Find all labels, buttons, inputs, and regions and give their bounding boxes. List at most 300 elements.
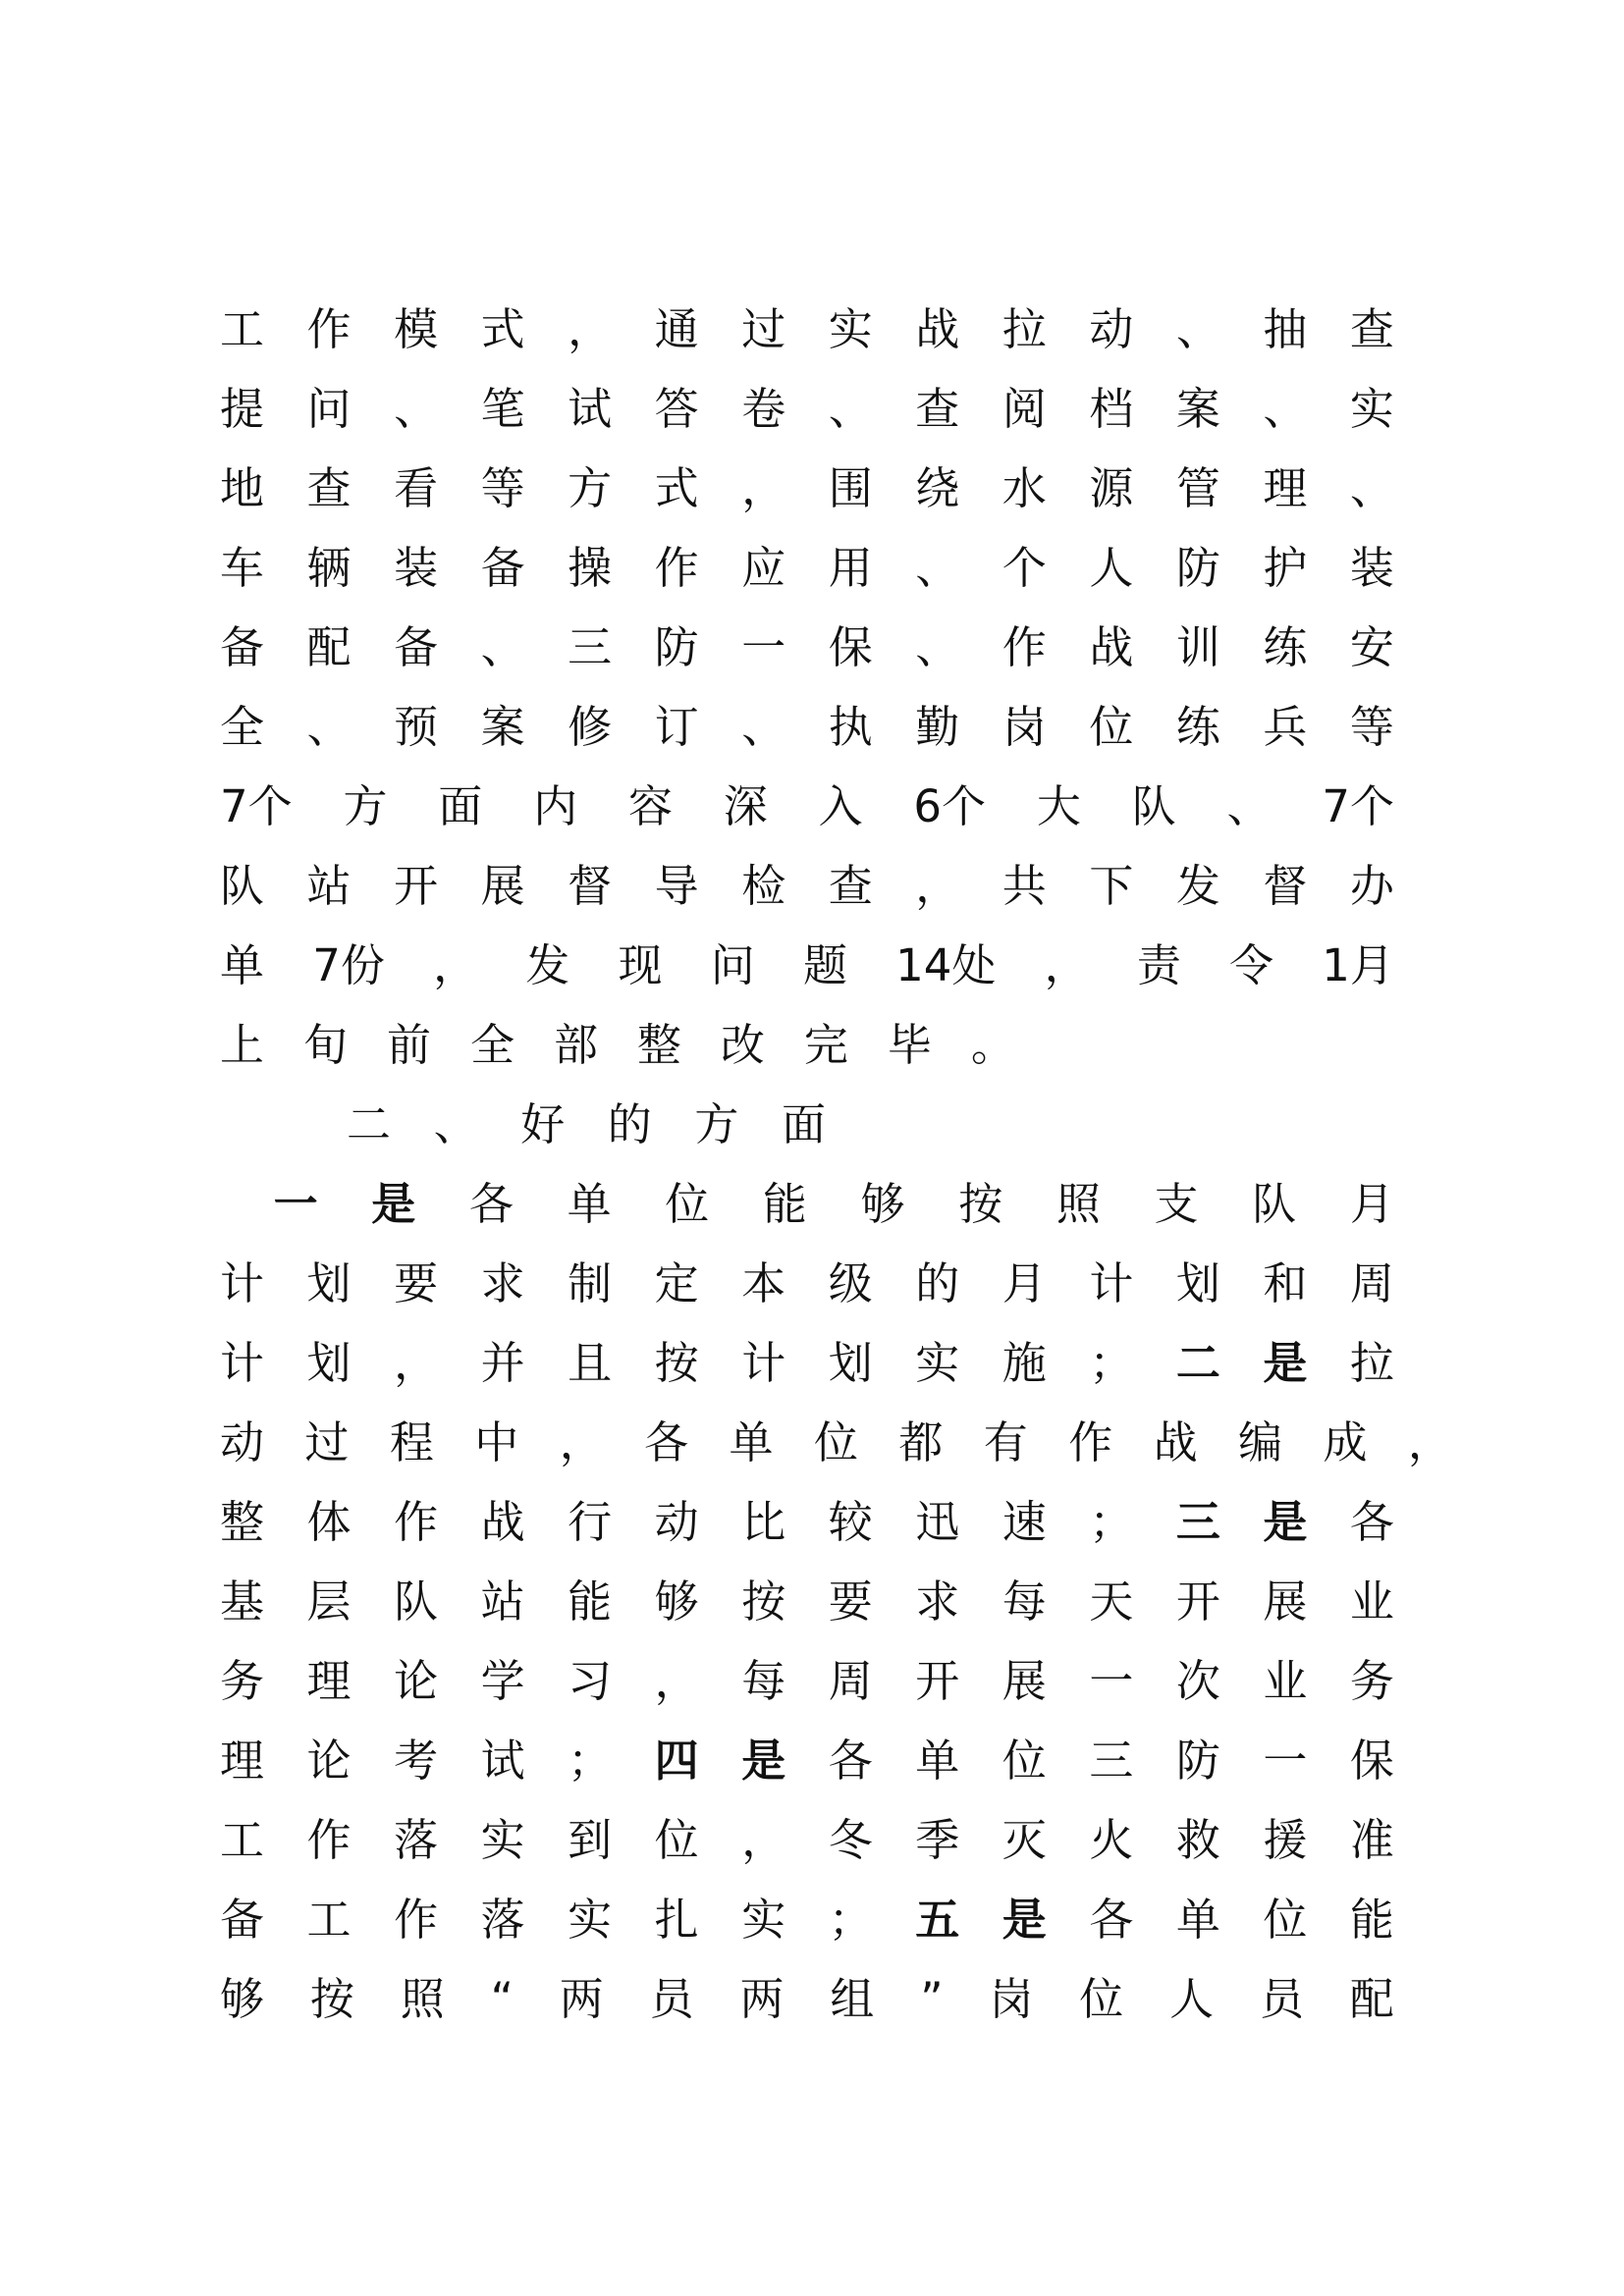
text-token: 本	[741, 1257, 786, 1309]
text-token: 实	[828, 303, 873, 355]
text-token: 落	[394, 1814, 439, 1866]
text-token: 、	[1263, 383, 1308, 435]
text-line-19	[220, 1722, 1394, 1800]
text-token: 编	[1238, 1416, 1283, 1468]
text-token: 绕	[915, 462, 960, 514]
text-token: 务	[220, 1655, 265, 1707]
text-line-20	[220, 1801, 1394, 1880]
text-token: 一	[1089, 1655, 1134, 1707]
text-token: 开	[915, 1655, 960, 1707]
text-token: 各	[644, 1416, 689, 1468]
text-token: 勤	[915, 701, 960, 753]
text-line-12	[220, 1165, 1394, 1244]
text-token: 计	[220, 1257, 265, 1309]
text-token: 论	[394, 1655, 439, 1707]
text-token: 员	[649, 1973, 694, 2025]
text-token: 共	[1001, 860, 1047, 912]
text-token: 每	[741, 1655, 786, 1707]
text-token: 理	[220, 1735, 265, 1787]
text-token: 按	[309, 1973, 354, 2025]
text-token: 队	[220, 860, 265, 912]
text-token: ；	[568, 1735, 613, 1787]
text-token: 、	[828, 383, 873, 435]
text-token: 车	[220, 542, 265, 594]
text-token: 岗	[1001, 701, 1047, 753]
text-token: 层	[306, 1575, 352, 1628]
text-token: 三	[568, 621, 613, 673]
text-token: 实	[915, 1337, 960, 1389]
text-token: 救	[1175, 1814, 1220, 1866]
text-token: 6个	[913, 780, 987, 832]
text-token: 用	[828, 542, 873, 594]
text-token: 行	[568, 1496, 613, 1548]
text-line-9	[220, 927, 1394, 1005]
text-token: 单	[1175, 1894, 1220, 1946]
text-token: 每	[1001, 1575, 1047, 1628]
text-token: 完	[803, 1019, 848, 1071]
text-token: 作	[306, 1814, 352, 1866]
text-token: 是	[1263, 1496, 1308, 1548]
text-token: 基	[220, 1575, 265, 1628]
text-token: 且	[568, 1337, 613, 1389]
text-token: 保	[828, 621, 873, 673]
text-token: 次	[1175, 1655, 1220, 1707]
text-token: 部	[553, 1019, 598, 1071]
text-token: 实	[480, 1814, 525, 1866]
text-token: 体	[306, 1496, 352, 1548]
text-token: 一	[741, 621, 786, 673]
text-token: 围	[828, 462, 873, 514]
text-token: 题	[802, 939, 847, 991]
text-token: 火	[1089, 1814, 1134, 1866]
text-token: 划	[306, 1257, 352, 1309]
text-token: 五	[915, 1894, 960, 1946]
text-token: 源	[1089, 462, 1134, 514]
text-token: 、	[915, 542, 960, 594]
text-token: 档	[1089, 383, 1134, 435]
text-token: 督	[568, 860, 613, 912]
text-token: 7份	[312, 939, 385, 991]
text-token: 位	[813, 1416, 858, 1468]
text-token: 三	[1175, 1496, 1220, 1548]
text-token: 备	[394, 621, 439, 673]
text-token: 作	[654, 542, 699, 594]
text-token: 是	[1001, 1894, 1047, 1946]
text-token: 一	[273, 1178, 318, 1230]
text-token: 两	[739, 1973, 785, 2025]
text-token: 14处	[895, 939, 997, 991]
text-token: 展	[1001, 1655, 1047, 1707]
text-token: 拉	[1349, 1337, 1394, 1389]
text-token: 求	[480, 1257, 525, 1309]
text-token: 看	[394, 462, 439, 514]
text-token: 订	[654, 701, 699, 753]
text-token: 抽	[1263, 303, 1308, 355]
text-token: 战	[480, 1496, 525, 1548]
text-token: 工	[220, 1814, 265, 1866]
text-token: 实	[568, 1894, 613, 1946]
text-token: 装	[1349, 542, 1394, 594]
text-token: 划	[828, 1337, 873, 1389]
text-token: 下	[1089, 860, 1134, 912]
text-token: 配	[306, 621, 352, 673]
text-token: ，	[394, 1337, 439, 1389]
text-token: 并	[480, 1337, 525, 1389]
text-token: 。	[970, 1019, 1015, 1071]
text-token: 、	[306, 701, 352, 753]
text-token: 应	[741, 542, 786, 594]
text-token: 二	[1175, 1337, 1220, 1389]
text-token: 旬	[302, 1019, 348, 1071]
text-token: 预	[394, 701, 439, 753]
text-token: 要	[828, 1575, 873, 1628]
text-line-22	[220, 1960, 1394, 2039]
text-token: 各	[828, 1735, 873, 1787]
text-token: 业	[1349, 1575, 1394, 1628]
text-token: 、	[1226, 780, 1272, 832]
text-line-16	[220, 1483, 1394, 1562]
text-token: 位	[654, 1814, 699, 1866]
text-token: 个	[1001, 542, 1047, 594]
text-token: 工	[220, 303, 265, 355]
text-token: 兵	[1263, 701, 1308, 753]
text-token: 一	[1263, 1735, 1308, 1787]
text-line-17	[220, 1563, 1394, 1641]
text-token: 查	[1349, 303, 1394, 355]
text-line-10	[220, 1006, 1015, 1085]
text-token: 问	[710, 939, 755, 991]
text-token: 队	[394, 1575, 439, 1628]
text-token: 和	[1263, 1257, 1308, 1309]
text-line-18	[220, 1642, 1394, 1721]
text-token: 查	[915, 383, 960, 435]
text-token: 笔	[480, 383, 525, 435]
text-token: 周	[828, 1655, 873, 1707]
text-token: 地	[220, 462, 265, 514]
text-token: 试	[568, 383, 613, 435]
text-token: 计	[1089, 1257, 1134, 1309]
text-token: 7个	[220, 780, 293, 832]
text-token: 队	[1252, 1178, 1297, 1230]
text-token: 计	[741, 1337, 786, 1389]
text-token: 等	[1349, 701, 1394, 753]
text-token: 责	[1136, 939, 1181, 991]
text-token: 备	[220, 621, 265, 673]
text-token: 月	[1001, 1257, 1047, 1309]
text-line-1	[220, 291, 1394, 369]
text-token: 是	[1263, 1337, 1308, 1389]
text-line-13	[220, 1245, 1394, 1323]
text-line-14	[220, 1324, 1394, 1403]
text-token: ，	[559, 1416, 604, 1468]
text-token: 好	[520, 1098, 566, 1150]
text-token: 照	[1056, 1178, 1101, 1230]
text-token: 作	[1068, 1416, 1113, 1468]
text-token: 计	[220, 1337, 265, 1389]
text-token: 开	[394, 860, 439, 912]
text-token: 保	[1349, 1735, 1394, 1787]
text-token: 配	[1349, 1973, 1394, 2025]
text-token: 能	[1349, 1894, 1394, 1946]
text-line-8	[220, 847, 1394, 926]
text-token: 实	[741, 1894, 786, 1946]
text-token: 发	[1175, 860, 1220, 912]
text-token: 程	[389, 1416, 434, 1468]
text-token: 单	[567, 1178, 612, 1230]
text-token: 督	[1263, 860, 1308, 912]
text-token: 两	[559, 1973, 604, 2025]
text-token: 、	[394, 383, 439, 435]
text-line-4	[220, 529, 1394, 608]
text-token: ，	[741, 1814, 786, 1866]
text-token: 单	[220, 939, 265, 991]
text-token: 令	[1229, 939, 1274, 991]
text-token: 辆	[306, 542, 352, 594]
text-token: 理	[1263, 462, 1308, 514]
text-token: 准	[1349, 1814, 1394, 1866]
text-token: 执	[828, 701, 873, 753]
text-token: 制	[568, 1257, 613, 1309]
text-token: 案	[480, 701, 525, 753]
text-token: 员	[1259, 1973, 1304, 2025]
text-token: 月	[1349, 1178, 1394, 1230]
text-token: 各	[1089, 1894, 1134, 1946]
text-token: 备	[220, 1894, 265, 1946]
text-token: 检	[741, 860, 786, 912]
text-line-21	[220, 1881, 1394, 1959]
text-token: 学	[480, 1655, 525, 1707]
text-token: 周	[1349, 1257, 1394, 1309]
text-token: 练	[1175, 701, 1220, 753]
text-token: 7个	[1322, 780, 1394, 832]
text-token: 、	[1175, 303, 1220, 355]
text-token: 过	[741, 303, 786, 355]
text-token: ；	[1089, 1496, 1134, 1548]
text-token: 防	[1175, 1735, 1220, 1787]
text-token: 中	[474, 1416, 519, 1468]
text-token: 二	[347, 1098, 392, 1150]
text-token: 战	[915, 303, 960, 355]
text-token: ，	[1044, 939, 1089, 991]
text-token: 施	[1001, 1337, 1047, 1389]
text-token: 迅	[915, 1496, 960, 1548]
text-token: 备	[480, 542, 525, 594]
text-token: 导	[654, 860, 699, 912]
text-token: 等	[480, 462, 525, 514]
text-token: 理	[306, 1655, 352, 1707]
text-token: 修	[568, 701, 613, 753]
text-token: 成	[1323, 1416, 1368, 1468]
text-token: 阅	[1001, 383, 1047, 435]
text-token: 援	[1263, 1814, 1308, 1866]
text-token: 是	[371, 1178, 416, 1230]
text-token: 前	[386, 1019, 431, 1071]
text-line-2	[220, 370, 1394, 449]
text-token: 季	[915, 1814, 960, 1866]
text-token: 整	[220, 1496, 265, 1548]
text-token: 开	[1175, 1575, 1220, 1628]
text-token: 位	[1263, 1894, 1308, 1946]
text-token: 划	[1175, 1257, 1220, 1309]
text-token: 灭	[1001, 1814, 1047, 1866]
text-line-15	[220, 1404, 1452, 1482]
text-token: 业	[1263, 1655, 1308, 1707]
text-token: 论	[306, 1735, 352, 1787]
text-token: 都	[898, 1416, 944, 1468]
text-token: ；	[828, 1894, 873, 1946]
text-token: 比	[741, 1496, 786, 1548]
text-token: 、	[741, 701, 786, 753]
text-line-3	[220, 450, 1394, 528]
text-token: 内	[533, 780, 578, 832]
text-token: 速	[1001, 1496, 1047, 1548]
text-token: 护	[1263, 542, 1308, 594]
text-token: 冬	[828, 1814, 873, 1866]
text-token: ，	[915, 860, 960, 912]
text-token: 防	[1175, 542, 1220, 594]
text-token: 整	[636, 1019, 681, 1071]
text-token: 问	[306, 383, 352, 435]
text-token: 深	[723, 780, 768, 832]
text-line-5	[220, 609, 1394, 687]
text-token: 查	[306, 462, 352, 514]
text-token: 的	[915, 1257, 960, 1309]
text-token: ，	[741, 462, 786, 514]
text-token: 入	[818, 780, 863, 832]
text-token: 务	[1349, 1655, 1394, 1707]
text-token: 实	[1349, 383, 1394, 435]
text-token: 考	[394, 1735, 439, 1787]
text-token: 按	[741, 1575, 786, 1628]
text-token: 人	[1169, 1973, 1215, 2025]
text-token: 战	[1089, 621, 1134, 673]
text-token: 较	[828, 1496, 873, 1548]
text-token: ”	[920, 1973, 944, 2025]
section-heading	[347, 1086, 826, 1164]
text-token: 训	[1175, 621, 1220, 673]
text-token: 查	[828, 860, 873, 912]
text-token: 办	[1349, 860, 1394, 912]
text-token: 动	[220, 1416, 265, 1468]
text-token: 各	[1349, 1496, 1394, 1548]
text-token: ，	[654, 1655, 699, 1707]
text-token: 位	[1079, 1973, 1124, 2025]
text-token: 习	[568, 1655, 613, 1707]
text-token: 毕	[887, 1019, 932, 1071]
text-token: ，	[433, 939, 478, 991]
text-token: 要	[394, 1257, 439, 1309]
text-token: 过	[304, 1416, 350, 1468]
text-token: 按	[958, 1178, 1003, 1230]
text-token: 照	[400, 1973, 445, 2025]
text-token: 四	[654, 1735, 699, 1787]
text-token: 拉	[1001, 303, 1047, 355]
text-token: 水	[1001, 462, 1047, 514]
text-token: 位	[1089, 701, 1134, 753]
text-token: 现	[618, 939, 663, 991]
text-token: 能	[568, 1575, 613, 1628]
text-token: 作	[394, 1894, 439, 1946]
text-token: 1月	[1322, 939, 1394, 991]
text-token: 模	[394, 303, 439, 355]
text-token: 面	[781, 1098, 826, 1150]
text-token: 卷	[741, 383, 786, 435]
text-token: 三	[1089, 1735, 1134, 1787]
text-token: 战	[1153, 1416, 1198, 1468]
text-token: 、	[915, 621, 960, 673]
text-token: 作	[394, 1496, 439, 1548]
text-token: 位	[1001, 1735, 1047, 1787]
text-token: 答	[654, 383, 699, 435]
text-token: 人	[1089, 542, 1134, 594]
text-token: 发	[525, 939, 570, 991]
text-token: 求	[915, 1575, 960, 1628]
text-token: 、	[1349, 462, 1394, 514]
text-token: 够	[220, 1973, 265, 2025]
text-token: 按	[654, 1337, 699, 1389]
text-token: 到	[568, 1814, 613, 1866]
text-token: 管	[1175, 462, 1220, 514]
text-token: 展	[1263, 1575, 1308, 1628]
text-token: 方	[568, 462, 613, 514]
text-token: 各	[468, 1178, 514, 1230]
text-token: 上	[220, 1019, 265, 1071]
text-token: 站	[306, 860, 352, 912]
text-token: 装	[394, 542, 439, 594]
text-token: 组	[830, 1973, 875, 2025]
text-token: 划	[306, 1337, 352, 1389]
text-token: 天	[1089, 1575, 1134, 1628]
text-token: 队	[1131, 780, 1176, 832]
text-token: “	[490, 1973, 514, 2025]
text-token: 方	[343, 780, 388, 832]
text-token: 落	[480, 1894, 525, 1946]
text-token: 容	[627, 780, 673, 832]
text-token: 全	[469, 1019, 514, 1071]
text-token: 全	[220, 701, 265, 753]
text-token: 单	[915, 1735, 960, 1787]
text-line-6	[220, 688, 1394, 767]
text-token: 安	[1349, 621, 1394, 673]
text-token: 扎	[654, 1894, 699, 1946]
text-token: 够	[860, 1178, 905, 1230]
text-token: 够	[654, 1575, 699, 1628]
text-token: 工	[306, 1894, 352, 1946]
text-token: 站	[480, 1575, 525, 1628]
text-line-7	[220, 768, 1394, 846]
text-token: 案	[1175, 383, 1220, 435]
text-token: 有	[983, 1416, 1028, 1468]
text-token: 支	[1154, 1178, 1199, 1230]
text-token: 防	[654, 621, 699, 673]
text-token: 通	[654, 303, 699, 355]
text-token: 是	[741, 1735, 786, 1787]
text-token: 式	[480, 303, 525, 355]
text-token: 试	[480, 1735, 525, 1787]
text-token: 展	[480, 860, 525, 912]
text-token: 级	[828, 1257, 873, 1309]
text-token: 动	[654, 1496, 699, 1548]
text-token: 面	[438, 780, 483, 832]
text-token: 位	[665, 1178, 710, 1230]
text-token: 岗	[989, 1973, 1034, 2025]
text-token: 方	[694, 1098, 739, 1150]
text-token: ，	[568, 303, 613, 355]
text-token: ，	[1407, 1416, 1452, 1468]
text-token: 提	[220, 383, 265, 435]
text-token: 大	[1036, 780, 1081, 832]
text-token: 单	[729, 1416, 774, 1468]
